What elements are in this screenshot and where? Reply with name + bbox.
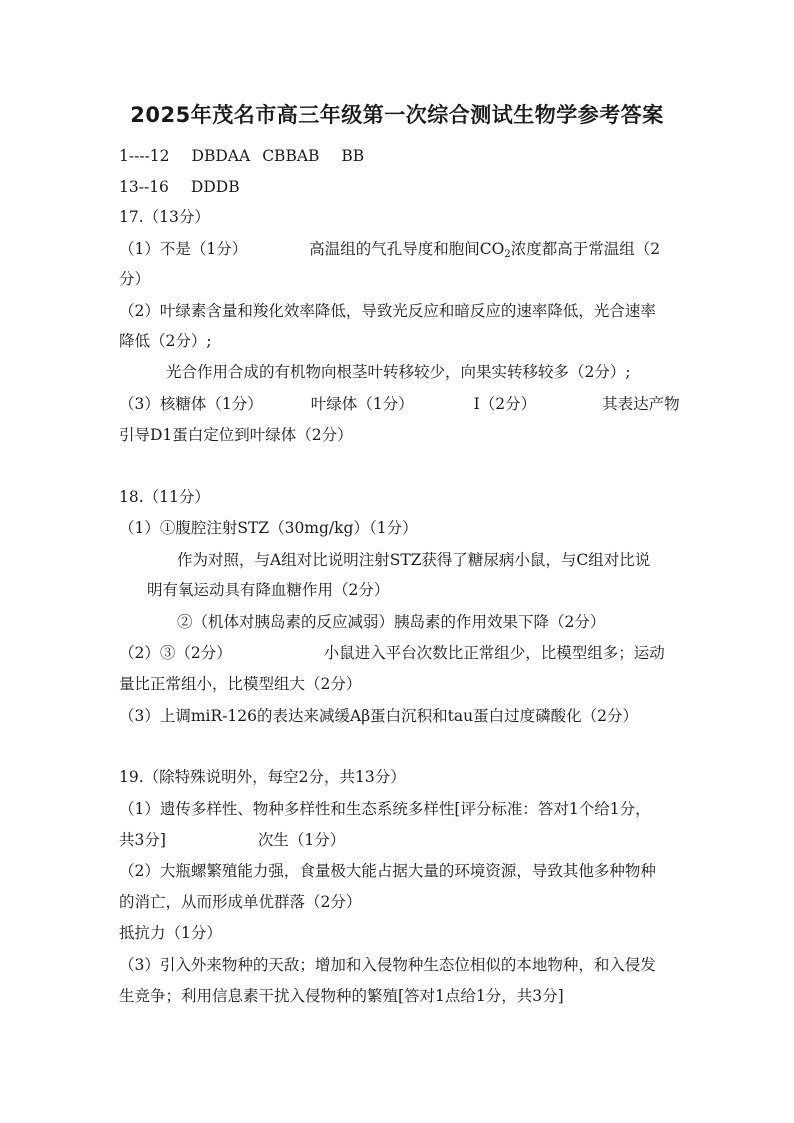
q17-part1 (119, 239, 660, 265)
co2-subscript: 2 (504, 249, 511, 260)
q19-part1-line2-b: 次生（1分） (257, 831, 346, 849)
q17-part1-text-a: 高温组的气孔导度和胞间CO (309, 240, 505, 258)
q19-part1-line1: （1）遗传多样性、物种多样性和生态系统多样性[评分标准：答对1个给1分， (119, 800, 651, 818)
q19-part1-line2 (119, 830, 345, 850)
q18-part1-line1: （1）①腹腔注射STZ（30mg/kg）（1分） (119, 519, 418, 537)
q18-part2-line2: 量比正常组小，比模型组大（2分） (119, 675, 362, 693)
q19-header: 19.（除特殊说明外，每空2分，共13分） (119, 768, 406, 786)
mc-answers-6-10: CBBAB (262, 147, 320, 165)
page-title: 2025年茂名市高三年级第一次综合测试生物学参考答案 (130, 103, 664, 127)
mc-line-1 (119, 146, 364, 166)
q19-part2-line2: 的消亡，从而形成单优群落（2分） (119, 893, 362, 911)
mc-answers-13-16: DDDB (190, 178, 240, 196)
q19-part1-line2-a: 共3分] (119, 831, 166, 849)
mc-range-1: 1----12 (119, 147, 170, 165)
q19-part2-line1: （2）大瓶螺繁殖能力强，食量极大能占据大量的环境资源，导致其他多种物种 (119, 862, 656, 880)
q17-part3-line2: 引导D1蛋白定位到叶绿体（2分） (119, 426, 353, 444)
q18-part1-line3: 明有氧运动具有降血糖作用（2分） (147, 581, 390, 599)
q17-part2-line2: 降低（2分）; (119, 332, 212, 350)
mc-answers-11-12: BB (341, 147, 365, 165)
mc-line-2 (119, 177, 240, 197)
q18-header: 18.（11分） (119, 488, 210, 506)
q17-part1-label: （1）不是（1分） (119, 240, 248, 258)
q17-part2-line1: （2）叶绿素含量和羧化效率降低，导致光反应和暗反应的速率降低，光合速率 (119, 302, 656, 320)
mc-range-2: 13--16 (119, 178, 169, 196)
q17-part3-d: 其表达产物 (602, 395, 680, 413)
q18-part2 (119, 643, 665, 663)
q17-header: 17.（13分） (119, 208, 210, 226)
mc-answers-1-5: DBDAA (191, 147, 251, 165)
q17-part1-text-b: 浓度都高于常温组（2 (510, 240, 661, 258)
q18-part1-line4: ②（机体对胰岛素的反应减弱）胰岛素的作用效果下降（2分） (177, 613, 606, 631)
q17-part2-line3: 光合作用合成的有机物向根茎叶转移较少，向果实转移较多（2分）; (166, 363, 631, 381)
q17-part3 (119, 394, 680, 414)
q17-part3-b: 叶绿体（1分） (310, 395, 414, 413)
q17-part3-a: （3）核糖体（1分） (119, 395, 263, 413)
q18-part2-b: 小鼠进入平台次数比正常组少，比模型组多；运动 (323, 644, 665, 662)
q17-part1-cont: 分） (119, 270, 151, 288)
q17-part3-c: Ⅰ（2分） (473, 395, 537, 413)
q18-part3: （3）上调miR-126的表达来减缓Aβ蛋白沉积和tau蛋白过度磷酸化（2分） (119, 707, 638, 725)
q19-part3-line1: （3）引入外来物种的天敌；增加和入侵物种生态位相似的本地物种，和入侵发 (119, 956, 656, 974)
q19-part3-line2: 生竞争；利用信息素干扰入侵物种的繁殖[答对1点给1分，共3分] (119, 987, 564, 1005)
q18-part2-a: （2）③（2分） (119, 644, 232, 662)
q19-part2-line3: 抵抗力（1分） (119, 924, 222, 942)
q18-part1-line2: 作为对照，与A组对比说明注射STZ获得了糖尿病小鼠，与C组对比说 (177, 551, 651, 569)
